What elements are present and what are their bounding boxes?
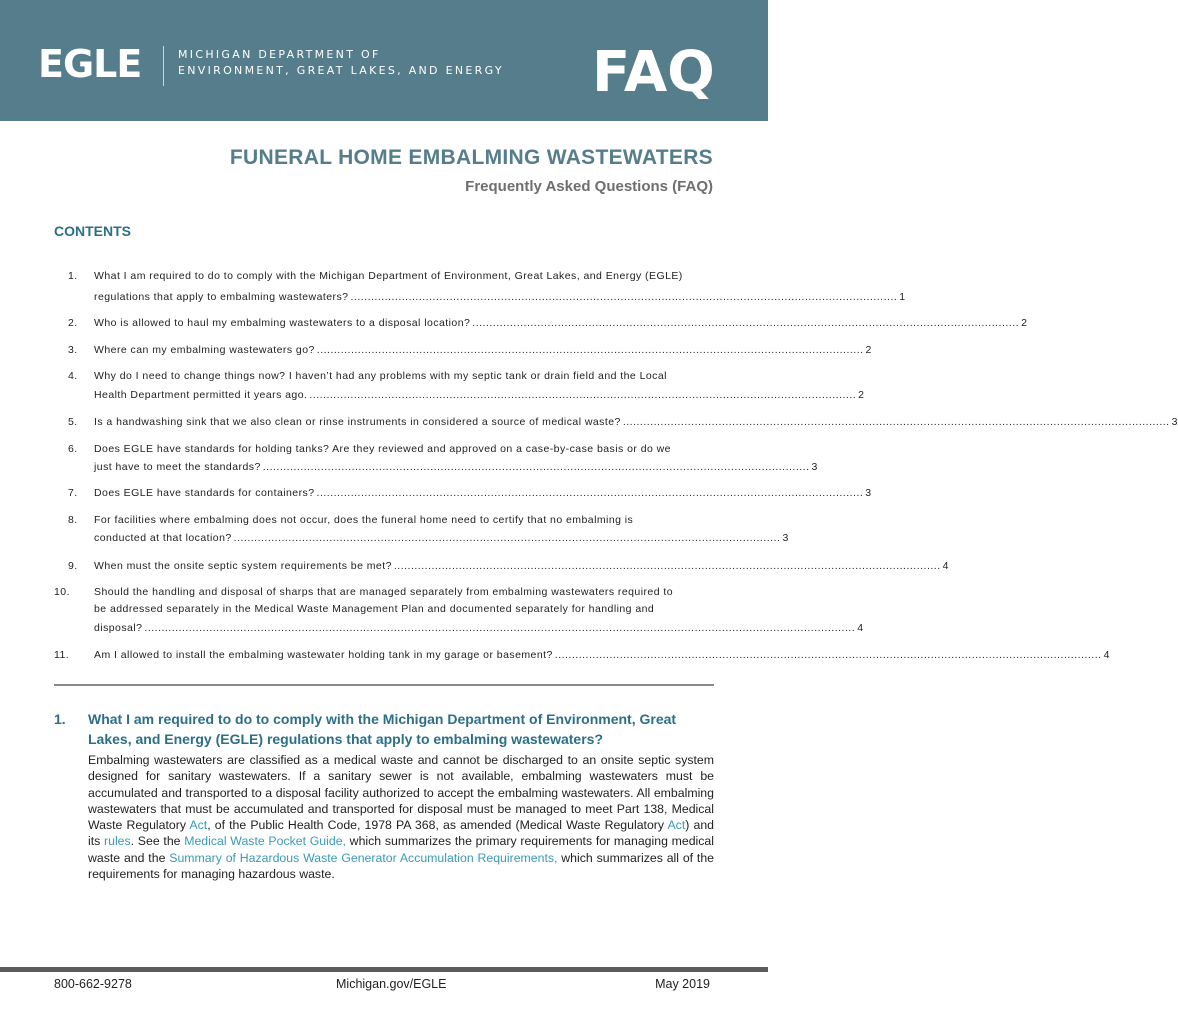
toc-leader-dots: ................................................................................................................................................................	[622, 416, 1170, 428]
toc-page-number: 2	[865, 344, 872, 356]
toc-leader-dots: ................................................................................................................................................................	[309, 389, 857, 401]
act-link[interactable]: Act	[189, 818, 208, 833]
toc-text: just have to meet the standards?	[94, 461, 261, 473]
toc-number: 5.	[68, 416, 78, 428]
toc-page-number: 4	[857, 622, 864, 634]
question-number: 1.	[54, 711, 66, 727]
answer-text: ) and its	[88, 818, 714, 849]
toc-page-number: 2	[858, 389, 865, 401]
toc-number: 4.	[68, 370, 78, 382]
toc-text: For facilities where embalming does not occur, does the funeral home need to certify that no embalming is	[94, 514, 634, 526]
document-title: FUNERAL HOME EMBALMING WASTEWATERS	[229, 146, 713, 169]
toc-number: 11.	[54, 649, 70, 661]
toc-text: When must the onsite septic system requirements be met?	[94, 560, 392, 572]
toc-number: 7.	[68, 487, 78, 499]
toc-text: Is a handwashing sink that we also clean or rinse instruments in considered a source of medical waste?	[94, 416, 621, 428]
department-name	[178, 47, 504, 79]
toc-text: Health Department permitted it years ago.	[94, 389, 308, 401]
toc-text: be addressed separately in the Medical Waste Management Plan and documented separately for handling and	[94, 603, 655, 615]
toc-leader-dots: ................................................................................................................................................................	[316, 344, 864, 356]
toc-number: 9.	[68, 560, 78, 572]
contents-heading: CONTENTS	[54, 223, 131, 239]
answer-text: which summarizes all of the requirements for managing hazardous waste.	[88, 850, 715, 882]
section-divider	[54, 684, 714, 686]
answer-paragraph	[88, 752, 714, 882]
footer-website[interactable]: Michigan.gov/EGLE	[336, 977, 447, 991]
footer-date: May 2019	[655, 977, 710, 991]
pocket-guide-link[interactable]: Medical Waste Pocket Guide,	[184, 834, 346, 849]
toc-text: Why do I need to change things now? I haven’t had any problems with my septic tank or drain field and the Local	[94, 370, 667, 382]
logo-divider	[163, 46, 164, 86]
toc-text: disposal?	[94, 622, 143, 634]
summary-requirements-link[interactable]: Summary of Hazardous Waste Generator Accumulation Requirements,	[169, 850, 558, 865]
toc-page-number: 3	[865, 487, 872, 499]
toc-leader-dots: ................................................................................................................................................................	[393, 560, 941, 572]
toc-text: Does EGLE have standards for holding tanks? Are they reviewed and approved on a case-by-case basis or do we	[94, 443, 671, 455]
rules-link[interactable]: rules	[104, 834, 131, 849]
toc-leader-dots: ................................................................................................................................................................	[316, 487, 864, 499]
toc-leader-dots: ................................................................................................................................................................	[350, 291, 898, 303]
toc-number: 2.	[68, 317, 78, 329]
toc-leader-dots: ................................................................................................................................................................	[554, 649, 1102, 661]
faq-badge: FAQ	[592, 40, 715, 105]
department-line1: MICHIGAN DEPARTMENT OF	[178, 48, 381, 61]
egle-logo: EGLE	[38, 42, 142, 86]
toc-page-number: 3	[811, 461, 818, 473]
toc-text: regulations that apply to embalming wastewaters?	[94, 291, 349, 303]
toc-page-number: 3	[1171, 416, 1178, 428]
page-header	[0, 0, 768, 121]
footer-phone: 800-662-9278	[54, 977, 132, 991]
toc-leader-dots: ................................................................................................................................................................	[233, 532, 781, 544]
question-heading: What I am required to do to comply with the Michigan Department of Environment, Great Lakes, and Energy (EGLE) regulations that apply to embalming wastewaters?	[88, 711, 677, 747]
toc-number: 6.	[68, 443, 78, 455]
toc-page-number: 4	[942, 560, 949, 572]
toc-leader-dots: ................................................................................................................................................................	[472, 317, 1020, 329]
toc-page-number: 1	[899, 291, 906, 303]
toc-text: Am I allowed to install the embalming wastewater holding tank in my garage or basement?	[94, 649, 553, 661]
answer-text: , of the Public Health Code, 1978 PA 368, as amended (Medical Waste Regulatory	[207, 818, 668, 833]
toc-number: 1.	[68, 270, 78, 282]
toc-page-number: 3	[782, 532, 789, 544]
toc-text: What I am required to do to comply with the Michigan Department of Environment, Great Lakes, and Energy (EGLE)	[94, 270, 683, 282]
toc-leader-dots: ................................................................................................................................................................	[262, 461, 810, 473]
toc-number: 10.	[54, 586, 70, 598]
toc-leader-dots: ................................................................................................................................................................................................................	[144, 622, 856, 634]
toc-page-number: 2	[1021, 317, 1028, 329]
act-link[interactable]: Act	[667, 818, 686, 833]
answer-text: which summarizes the primary requirements for managing medical waste and the	[88, 834, 714, 865]
toc-text: Should the handling and disposal of sharps that are managed separately from embalming wastewaters required to	[94, 586, 674, 598]
department-line2: ENVIRONMENT, GREAT LAKES, AND ENERGY	[178, 64, 504, 77]
footer-rule	[0, 967, 768, 972]
answer-text: Embalming wastewaters are classified as a medical waste and cannot be discharged to an onsite septic system designed for sanitary wastewaters. If a sanitary sewer is not available, embalming wastewaters must be accumulated and transported to a disposal facility authorized to accept the embalming wastewaters. All embalming wastewaters that must be accumulated and transported for disposal must be managed to meet Part 138, Medical Waste Regulatory	[88, 753, 714, 833]
toc-text: Does EGLE have standards for containers?	[94, 487, 315, 499]
answer-text: . See the	[130, 834, 185, 849]
document-subtitle: Frequently Asked Questions (FAQ)	[465, 178, 713, 195]
toc-text: Who is allowed to haul my embalming wastewaters to a disposal location?	[94, 317, 471, 329]
toc-number: 3.	[68, 344, 78, 356]
toc-text: conducted at that location?	[94, 532, 232, 544]
toc-number: 8.	[68, 514, 78, 526]
toc-text: Where can my embalming wastewaters go?	[94, 344, 315, 356]
toc-page-number: 4	[1103, 649, 1110, 661]
